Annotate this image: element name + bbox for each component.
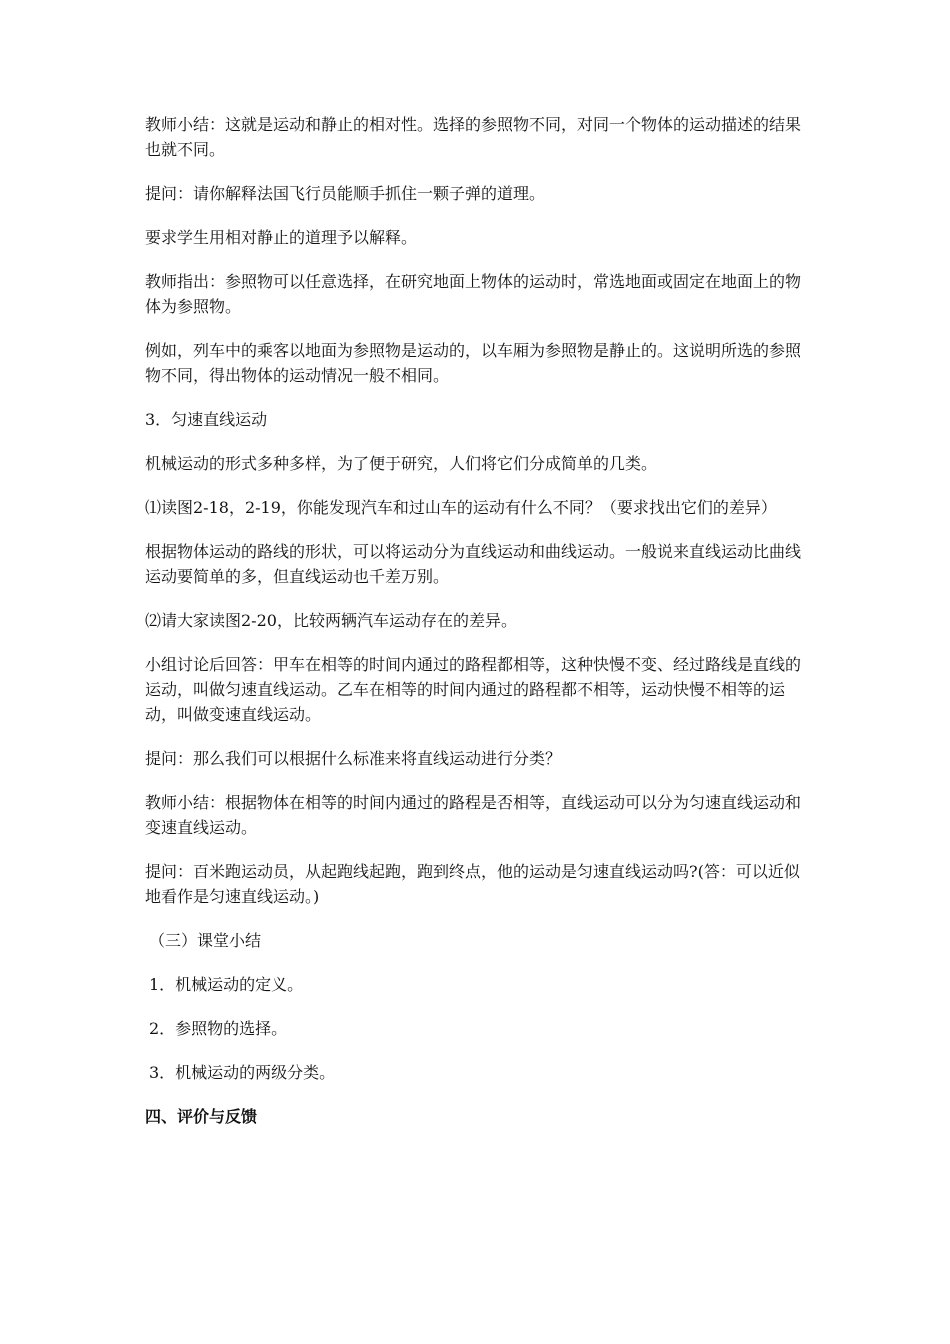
section-heading-evaluation: 四、评价与反馈 — [145, 1107, 258, 1126]
paragraph-teacher-summary-classification: 教师小结：根据物体在相等的时间内通过的路程是否相等，直线运动可以分为匀速直线运动和变速直线运动。 — [145, 793, 802, 837]
paragraph-class-summary-heading: （三）课堂小结 — [149, 931, 262, 950]
paragraph-read-figure-2-18: ⑴读图2-18，2-19，你能发现汽车和过山车的运动有什么不同？（要求找出它们的差异） — [145, 498, 777, 517]
list-item-reference-selection: 2．参照物的选择。 — [149, 1019, 288, 1038]
list-item-classification: 3．机械运动的两级分类。 — [149, 1063, 336, 1082]
paragraph-heading-uniform-motion: 3．匀速直线运动 — [145, 410, 268, 429]
paragraph-group-discussion: 小组讨论后回答：甲车在相等的时间内通过的路程都相等，这种快慢不变、经过路线是直线的运动，叫做匀速直线运动。乙车在相等的时间内通过的路程都不相等，运动快慢不相等的运动，叫做变速直线运动。 — [145, 655, 802, 724]
paragraph-mechanical-motion-forms: 机械运动的形式多种多样，为了便于研究，人们将它们分成简单的几类。 — [145, 454, 658, 473]
paragraph-read-figure-2-20: ⑵请大家读图2-20，比较两辆汽车运动存在的差异。 — [145, 611, 517, 630]
paragraph-teacher-points-reference: 教师指出：参照物可以任意选择，在研究地面上物体的运动时，常选地面或固定在地面上的物体为参照物。 — [145, 272, 802, 316]
list-item-definition: 1．机械运动的定义。 — [149, 975, 304, 994]
paragraph-question-pilot-bullet: 提问：请你解释法国飞行员能顺手抓住一颗子弹的道理。 — [145, 184, 546, 203]
paragraph-teacher-summary-relativity: 教师小结：这就是运动和静止的相对性。选择的参照物不同，对同一个物体的运动描述的结果也就不同。 — [145, 115, 802, 159]
paragraph-example-train: 例如，列车中的乘客以地面为参照物是运动的，以车厢为参照物是静止的。这说明所选的参照物不同，得出物体的运动情况一般不相同。 — [145, 341, 802, 385]
paragraph-linear-curved-motion: 根据物体运动的路线的形状，可以将运动分为直线运动和曲线运动。一般说来直线运动比曲线运动要简单的多，但直线运动也千差万别。 — [145, 542, 802, 586]
paragraph-question-classification: 提问：那么我们可以根据什么标准来将直线运动进行分类？ — [145, 749, 562, 768]
paragraph-student-requirement: 要求学生用相对静止的道理予以解释。 — [145, 228, 418, 247]
document-page — [145, 112, 805, 1148]
paragraph-question-sprinter: 提问：百米跑运动员，从起跑线起跑，跑到终点，他的运动是匀速直线运动吗?(答：可以近似地看作是匀速直线运动。) — [145, 862, 800, 906]
